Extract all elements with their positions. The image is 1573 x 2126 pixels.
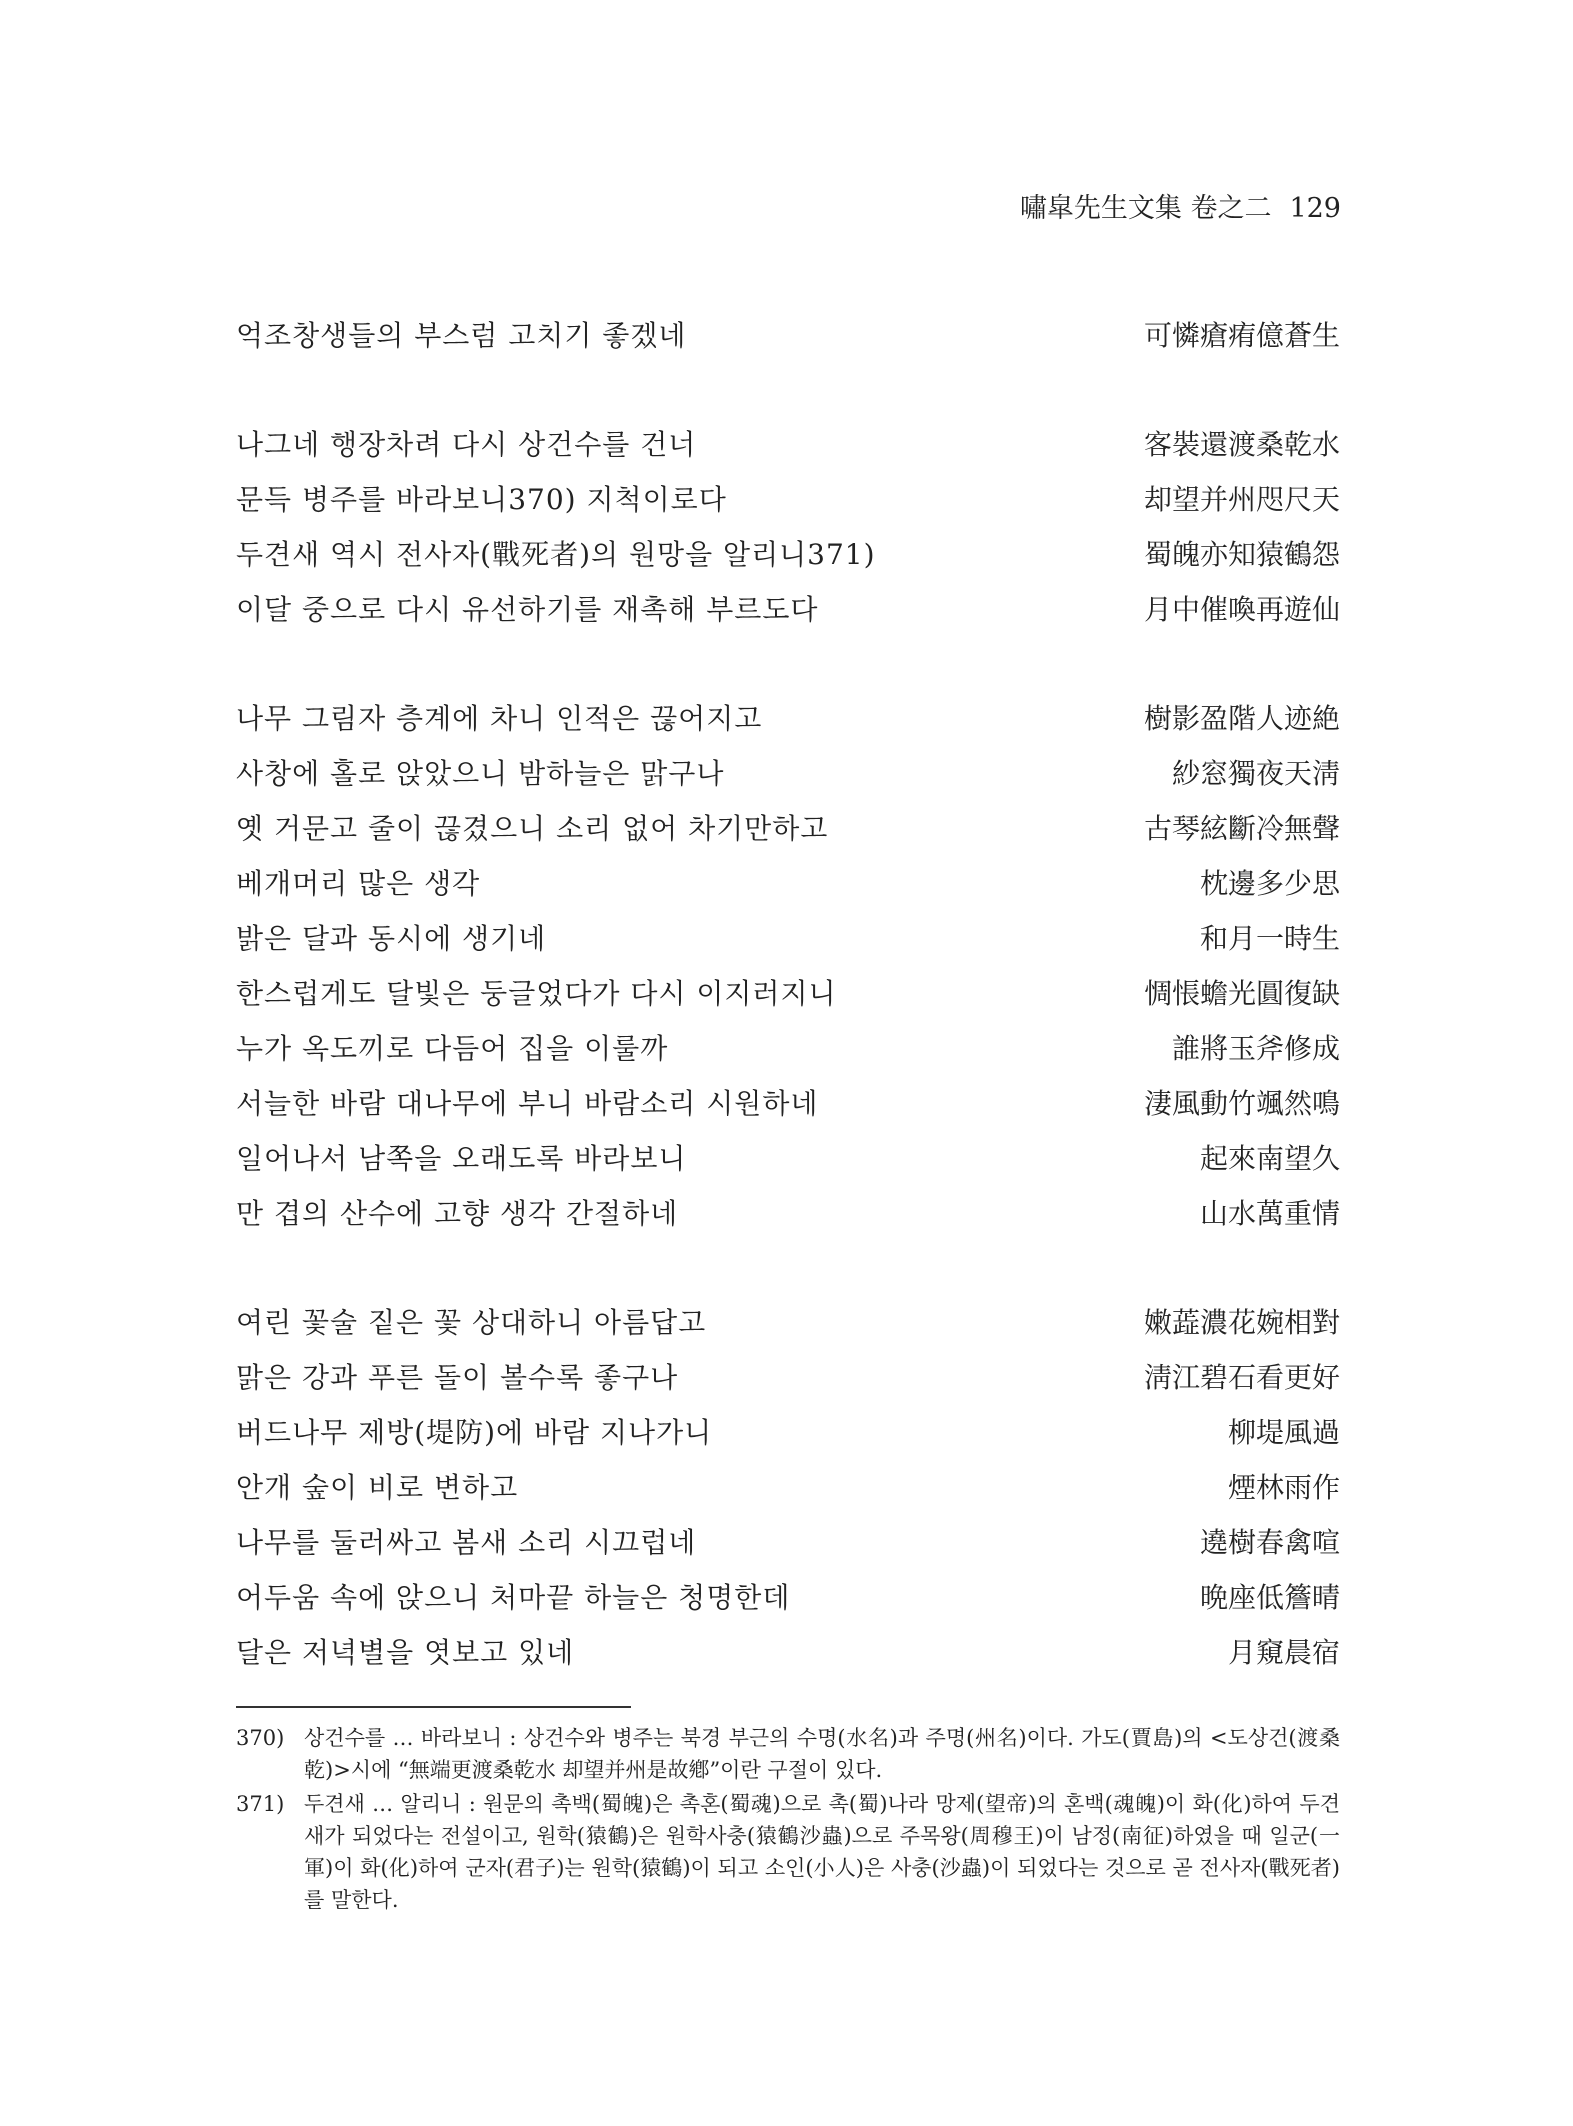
poem-line — [236, 746, 1340, 801]
korean-translation: 나무를 둘러싸고 봄새 소리 시끄럽네 — [236, 1526, 697, 1559]
korean-translation: 밝은 달과 동시에 생기네 — [236, 922, 547, 955]
classical-chinese-original: 月窺晨宿 — [1227, 1636, 1340, 1669]
classical-chinese-original: 晩座低簷晴 — [1199, 1581, 1340, 1614]
classical-chinese-original: 淒風動竹颯然鳴 — [1143, 1087, 1340, 1120]
poem-line — [236, 1295, 1340, 1350]
korean-translation: 버드나무 제방(堤防)에 바람 지나가니 — [236, 1416, 713, 1449]
stanza — [236, 417, 1340, 637]
classical-chinese-original: 嫩蕋濃花婉相對 — [1143, 1306, 1340, 1339]
poem-line — [236, 801, 1340, 856]
poem-line — [236, 527, 1340, 582]
footnote-divider — [236, 1706, 631, 1708]
classical-chinese-original: 山水萬重情 — [1199, 1197, 1340, 1230]
poem-line — [236, 1625, 1340, 1680]
poem-line — [236, 1350, 1340, 1405]
classical-chinese-original: 月中催喚再遊仙 — [1143, 593, 1340, 626]
poem-line — [236, 911, 1340, 966]
running-head — [1020, 195, 1341, 222]
footnotes — [236, 1722, 1340, 1918]
classical-chinese-original: 惆悵蟾光圓復缺 — [1143, 977, 1340, 1010]
poem-line — [236, 308, 1340, 363]
classical-chinese-original: 起來南望久 — [1199, 1142, 1340, 1175]
korean-translation: 한스럽게도 달빛은 둥글었다가 다시 이지러지니 — [236, 977, 837, 1010]
footnote-text: 두견새 … 알리니 : 원문의 촉백(蜀魄)은 촉혼(蜀魂)으로 촉(蜀)나라 망제(望帝)의 혼백(魂魄)이 화(化)하여 두견새가 되었다는 전설이고, 원학(猿鶴)은 원학사충(猿鶴沙蟲)으로 주목왕(周穆王)이 남정(南征)하였을 때 일군(一軍)이 화(化)하여 군자(君子)는 원학(猿鶴)이 되고 소인(小人)은 사충(沙蟲)이 되었다는 것으로 곧 전사자(戰死者)를 말한다. — [304, 1792, 1340, 1912]
classical-chinese-original: 煙林雨作 — [1227, 1471, 1340, 1504]
classical-chinese-original: 柳堤風過 — [1227, 1416, 1340, 1449]
korean-translation: 베개머리 많은 생각 — [236, 867, 481, 900]
book-title: 嘯皐先生文集 卷之二 — [1019, 193, 1272, 224]
korean-translation: 나그네 행장차려 다시 상건수를 건너 — [236, 428, 697, 461]
korean-translation: 나무 그림자 층계에 차니 인적은 끊어지고 — [236, 702, 763, 735]
korean-translation: 서늘한 바람 대나무에 부니 바람소리 시원하네 — [236, 1087, 819, 1120]
classical-chinese-original: 淸江碧石看更好 — [1143, 1361, 1340, 1394]
poem-line — [236, 966, 1340, 1021]
poem-line — [236, 856, 1340, 911]
korean-translation: 안개 숲이 비로 변하고 — [236, 1471, 519, 1504]
korean-translation: 사창에 홀로 앉았으니 밤하늘은 맑구나 — [236, 757, 725, 790]
poem-line — [236, 1570, 1340, 1625]
footnote-number: 371) — [236, 1792, 285, 1816]
poem-line — [236, 417, 1340, 472]
poem-line — [236, 1405, 1340, 1460]
footnote — [236, 1788, 1340, 1916]
poem-line — [236, 582, 1340, 637]
korean-translation: 일어나서 남쪽을 오래도록 바라보니 — [236, 1142, 687, 1175]
poem-line — [236, 1021, 1340, 1076]
footnote-number: 370) — [236, 1726, 285, 1750]
korean-translation: 두견새 역시 전사자(戰死者)의 원망을 알리니371) — [236, 538, 876, 571]
classical-chinese-original: 蜀魄亦知猿鶴怨 — [1143, 538, 1340, 571]
classical-chinese-original: 却望并州咫尺天 — [1143, 483, 1340, 516]
classical-chinese-original: 樹影盈階人迹絶 — [1143, 702, 1340, 735]
footnote-text: 상건수를 … 바라보니 : 상건수와 병주는 북경 부근의 수명(水名)과 주명(州名)이다. 가도(賈島)의 <도상건(渡桑乾)>시에 “無端更渡桑乾水 却望并州是故鄕”이란 구절이 있다. — [304, 1726, 1340, 1782]
korean-translation: 누가 옥도끼로 다듬어 집을 이룰까 — [236, 1032, 669, 1065]
poem-line — [236, 691, 1340, 746]
poem-line — [236, 1186, 1340, 1241]
poem-line — [236, 1076, 1340, 1131]
korean-translation: 만 겹의 산수에 고향 생각 간절하네 — [236, 1197, 679, 1230]
page-number: 129 — [1289, 193, 1341, 224]
classical-chinese-original: 客裝還渡桑乾水 — [1143, 428, 1340, 461]
stanza — [236, 1295, 1340, 1680]
poem-line — [236, 1131, 1340, 1186]
classical-chinese-original: 紗窓獨夜天淸 — [1171, 757, 1340, 790]
classical-chinese-original: 古琴絃斷冷無聲 — [1143, 812, 1340, 845]
korean-translation: 맑은 강과 푸른 돌이 볼수록 좋구나 — [236, 1361, 679, 1394]
classical-chinese-original: 可憐瘡痏億蒼生 — [1143, 319, 1340, 352]
poem-line — [236, 1515, 1340, 1570]
classical-chinese-original: 枕邊多少思 — [1199, 867, 1340, 900]
classical-chinese-original: 和月一時生 — [1199, 922, 1340, 955]
korean-translation: 여린 꽃술 짙은 꽃 상대하니 아름답고 — [236, 1306, 707, 1339]
footnote — [236, 1722, 1340, 1786]
korean-translation: 옛 거문고 줄이 끊겼으니 소리 없어 차기만하고 — [236, 812, 829, 845]
korean-translation: 문득 병주를 바라보니370) 지척이로다 — [236, 483, 727, 516]
poem-line — [236, 1460, 1340, 1515]
classical-chinese-original: 遶樹春禽喧 — [1199, 1526, 1340, 1559]
korean-translation: 이달 중으로 다시 유선하기를 재촉해 부르도다 — [236, 593, 819, 626]
korean-translation: 달은 저녁별을 엿보고 있네 — [236, 1636, 575, 1669]
poem-body — [236, 308, 1340, 1734]
poem-line — [236, 472, 1340, 527]
stanza — [236, 691, 1340, 1241]
stanza — [236, 308, 1340, 363]
korean-translation: 어두움 속에 앉으니 처마끝 하늘은 청명한데 — [236, 1581, 791, 1614]
classical-chinese-original: 誰將玉斧修成 — [1171, 1032, 1340, 1065]
korean-translation: 억조창생들의 부스럼 고치기 좋겠네 — [236, 319, 687, 352]
